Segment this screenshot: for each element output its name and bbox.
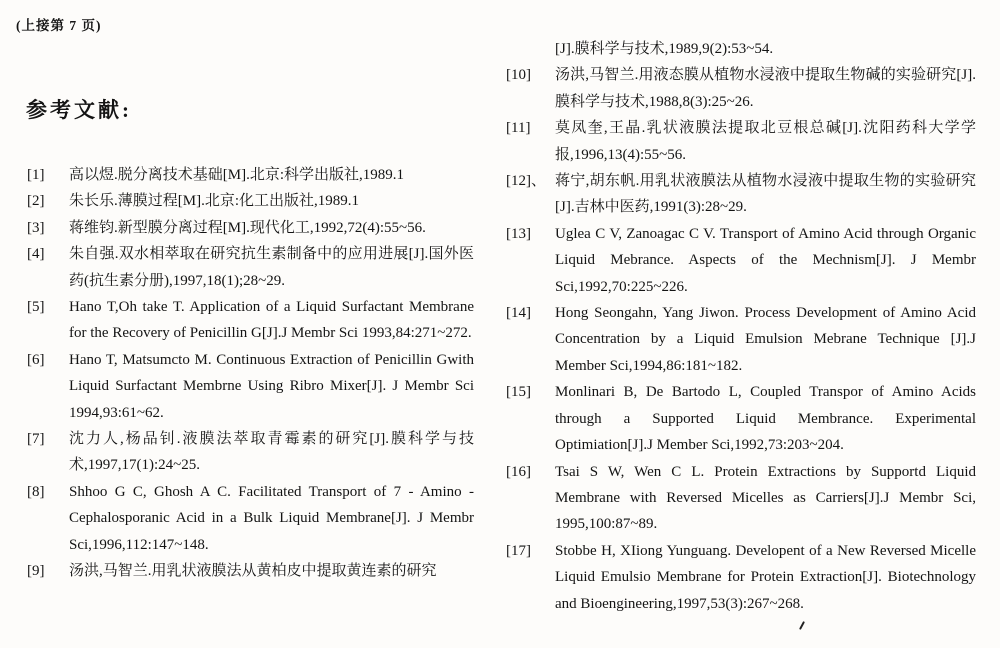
reference-item-14 xyxy=(506,300,976,379)
references-left-column xyxy=(27,162,474,585)
reference-label: [13] xyxy=(506,225,531,242)
reference-label: [2] xyxy=(27,193,45,210)
reference-text: 汤洪,马智兰.用乳状液膜法从黄柏皮中提取黄连素的研究 xyxy=(69,563,437,580)
reference-item-10 xyxy=(506,62,976,115)
reference-text: Hano T, Matsumcto M. Continuous Extraction of Penicillin Gwith Liquid Surfactant Membrne Using Ribro Mixer[J]. J Membr Sci 1994,93:61~62. xyxy=(69,351,474,421)
references-section-title: 参考文献: xyxy=(26,98,132,122)
reference-label: [4] xyxy=(27,246,45,263)
reference-label: [3] xyxy=(27,219,45,236)
reference-label: [7] xyxy=(27,431,45,448)
reference-item-8 xyxy=(27,479,474,558)
continuation-note: (上接第 7 页) xyxy=(16,18,102,33)
reference-label: [8] xyxy=(27,483,45,500)
reference-item-6 xyxy=(27,347,474,426)
reference-label: [5] xyxy=(27,299,45,316)
reference-label: [1] xyxy=(27,167,45,183)
reference-label: [10] xyxy=(506,67,531,84)
reference-text: 朱长乐.薄膜过程[M].北京:化工出版社,1989.1 xyxy=(69,193,359,210)
reference-text: 蒋宁,胡东帆.用乳状液膜法从植物水浸液中提取生物的实验研究[J].吉林中医药,1991(3):28~29. xyxy=(555,173,976,216)
reference-item-9-continuation xyxy=(506,36,976,62)
reference-text: 汤洪,马智兰.用液态膜从植物水浸液中提取生物碱的实验研究[J].膜科学与技术,1988,8(3):25~26. xyxy=(555,67,976,110)
reference-text: Uglea C V, Zanoagac C V. Transport of Amino Acid through Organic Liquid Mebrance. Aspects of the Mechnism[J]. J Membr Sci,1992,70:225~226. xyxy=(555,225,976,295)
reference-text: 蒋维钧.新型膜分离过程[M].现代化工,1992,72(4):55~56. xyxy=(69,219,426,236)
reference-text: Monlinari B, De Bartodo L, Coupled Transpor of Amino Acids through a Supported Liquid Membrance. Experimental Optimiation[J].J Member Sci,1992,73:203~204. xyxy=(555,384,976,454)
reference-text: Tsai S W, Wen C L. Protein Extractions by Supportd Liquid Membrane with Reversed Micelles as Carriers[J].J Membr Sci, 1995,100:87~89. xyxy=(555,463,976,533)
reference-text: Shhoo G C, Ghosh A C. Facilitated Transport of 7 - Amino - Cephalosporanic Acid in a Bulk Liquid Membrane[J]. J Membr Sci,1996,112:147~148. xyxy=(69,483,474,553)
reference-item-16 xyxy=(506,459,976,538)
reference-item-1 xyxy=(27,162,474,188)
reference-item-13 xyxy=(506,221,976,300)
reference-text: 莫凤奎,王晶.乳状液膜法提取北豆根总碱[J].沈阳药科大学学报,1996,13(4):55~56. xyxy=(555,120,976,163)
reference-item-9 xyxy=(27,558,474,584)
reference-label: [11] xyxy=(506,120,531,137)
reference-label: [9] xyxy=(27,563,45,580)
reference-item-7 xyxy=(27,426,474,479)
reference-label: [6] xyxy=(27,351,45,368)
reference-item-11 xyxy=(506,115,976,168)
reference-label: [15] xyxy=(506,384,531,401)
reference-text: Stobbe H, XIiong Yunguang. Developent of a New Reversed Micelle Liquid Emulsio Membrane for Protein Extraction[J]. Biotechnology and Bioengineering,1997,53(3):267~268. xyxy=(555,542,976,612)
reference-label: [14] xyxy=(506,305,531,322)
reference-label: [12]、 xyxy=(506,173,546,190)
reference-text: Hong Seongahn, Yang Jiwon. Process Development of Amino Acid Concentration by a Liquid Emulsion Mebrane Technique [J].J Member Sci,1994,86:181~182. xyxy=(555,305,976,374)
reference-item-5 xyxy=(27,294,474,347)
scan-noise-mark xyxy=(799,621,805,630)
reference-text: 高以煜.脱分离技术基础[M].北京:科学出版社,1989.1 xyxy=(69,167,404,183)
reference-item-15 xyxy=(506,379,976,458)
reference-item-4 xyxy=(27,241,474,294)
reference-text: 沈力人,杨品钊.液膜法萃取青霉素的研究[J].膜科学与技术,1997,17(1):24~25. xyxy=(69,431,474,474)
reference-item-3 xyxy=(27,215,474,241)
reference-item-12 xyxy=(506,168,976,221)
references-right-column xyxy=(506,36,976,617)
reference-item-17 xyxy=(506,538,976,617)
reference-text: 朱自强.双水相萃取在研究抗生素制备中的应用进展[J].国外医药(抗生素分册),1997,18(1);28~29. xyxy=(69,246,474,289)
reference-label: [17] xyxy=(506,542,531,559)
reference-item-2 xyxy=(27,188,474,214)
reference-label: [16] xyxy=(506,463,531,480)
reference-text: [J].膜科学与技术,1989,9(2):53~54. xyxy=(555,41,774,57)
reference-text: Hano T,Oh take T. Application of a Liquid Surfactant Membrane for the Recovery of Penicillin G[J].J Membr Sci 1993,84:271~272. xyxy=(69,299,474,342)
